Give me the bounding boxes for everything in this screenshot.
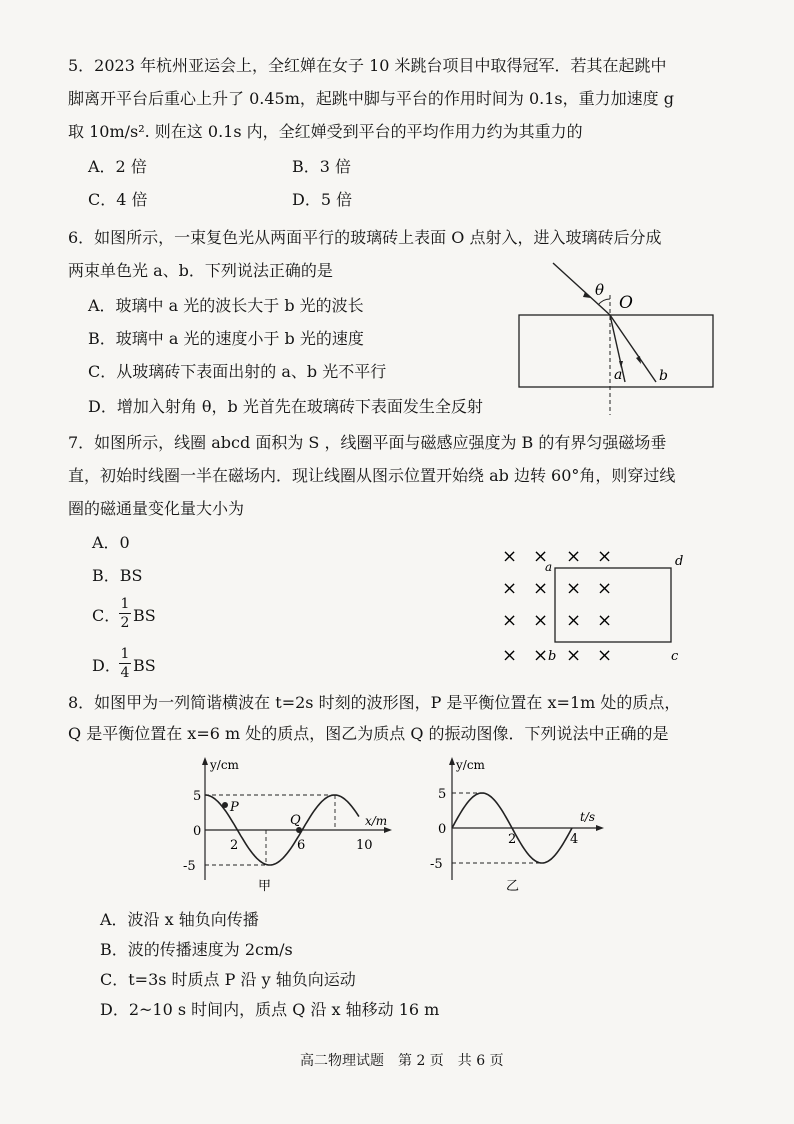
field-cross: × — [597, 610, 613, 631]
q7-option-d-suffix: BS — [133, 656, 156, 675]
field-cross: × — [533, 546, 549, 567]
figure-b-caption: 乙 — [506, 879, 520, 894]
q8-vibration-graph — [430, 755, 610, 895]
q7-option-c-prefix: C． — [92, 606, 121, 625]
q5-option-c: C．4 倍 — [88, 190, 148, 209]
y-tick-0: 0 — [438, 822, 447, 837]
incident-arrow — [583, 292, 591, 298]
field-cross: × — [566, 546, 582, 567]
y-tick-5: 5 — [438, 787, 447, 802]
vertex-c-label: c — [671, 649, 679, 664]
field-cross: × — [566, 645, 582, 666]
q7-coil-figure — [495, 540, 700, 675]
q6-option-d: D．增加入射角 θ，b 光首先在玻璃砖下表面发生全反射 — [88, 397, 483, 416]
q5-option-d: D．5 倍 — [292, 190, 353, 209]
q8-option-c: C．t=3s 时质点 P 沿 y 轴负向运动 — [100, 970, 356, 989]
ray-b-arrow — [636, 356, 641, 364]
figure-a-caption: 甲 — [258, 879, 272, 894]
q7-stem-line1: 7．如图所示，线圈 abcd 面积为 S ，线圈平面与磁感应强度为 B 的有界匀强磁场垂 — [68, 433, 667, 452]
vertex-d-label: d — [675, 554, 684, 569]
q5-stem-line2: 脚离开平台后重心上升了 0.45m，起跳中脚与平台的作用时间为 0.1s，重力加速度 g — [68, 89, 674, 108]
q5-stem-line3: 取 10m/s². 则在这 0.1s 内，全红婵受到平台的平均作用力约为其重力的 — [68, 122, 583, 141]
ray-b-label: b — [659, 368, 668, 384]
q8-option-b: B．波的传播速度为 2cm/s — [100, 940, 293, 959]
q5-option-a: A．2 倍 — [88, 157, 147, 176]
x-tick-10: 10 — [356, 838, 373, 853]
x-tick-2: 2 — [230, 838, 239, 853]
point-o-label: O — [619, 293, 633, 313]
field-cross: × — [533, 645, 549, 666]
q8-stem-line1: 8．如图甲为一列简谐横波在 t=2s 时刻的波形图，P 是平衡位置在 x=1m 处的质点， — [68, 693, 681, 712]
q6-glass-figure — [515, 255, 720, 420]
t-axis-arrow — [596, 825, 604, 831]
t-axis-label: t/s — [580, 810, 596, 824]
field-cross: × — [502, 610, 518, 631]
page-footer: 高二物理试题 第 2 页 共 6 页 — [300, 1053, 504, 1069]
point-p-label: P — [230, 800, 239, 815]
q7-option-c-denominator: 2 — [120, 615, 130, 631]
field-cross: × — [597, 546, 613, 567]
ray-a-label: a — [614, 367, 623, 383]
y-axis-arrow — [449, 757, 455, 765]
y-tick-0: 0 — [193, 824, 202, 839]
q7-option-c-suffix: BS — [133, 606, 156, 625]
q7-option-d-prefix: D． — [92, 656, 121, 675]
q8-wave-graph — [180, 755, 395, 895]
q7-option-c-numerator: 1 — [120, 596, 130, 612]
q7-stem-line3: 圈的磁通量变化量大小为 — [68, 499, 245, 518]
q7-option-d-numerator: 1 — [120, 646, 130, 662]
q6-option-b: B．玻璃中 a 光的速度小于 b 光的速度 — [88, 329, 364, 348]
field-cross: × — [566, 610, 582, 631]
magnetic-field-crosses — [502, 546, 612, 666]
q7-stem-line2: 直，初始时线圈一半在磁场内．现让线圈从图示位置开始绕 ab 边转 60°角，则穿过线 — [68, 466, 676, 485]
field-cross: × — [597, 645, 613, 666]
x-tick-6: 6 — [297, 838, 306, 853]
q7-option-d-denominator: 4 — [120, 665, 130, 681]
vertex-a-label: a — [545, 560, 553, 574]
q8-option-d: D．2~10 s 时间内，质点 Q 沿 x 轴移动 16 m — [100, 1000, 440, 1019]
t-tick-4: 4 — [570, 832, 579, 847]
point-p — [222, 802, 228, 808]
field-cross: × — [502, 546, 518, 567]
q6-option-a: A．玻璃中 a 光的波长大于 b 光的波长 — [88, 296, 364, 315]
q7-option-b: B．BS — [92, 566, 143, 585]
q6-option-c: C．从玻璃砖下表面出射的 a、b 光不平行 — [88, 362, 387, 381]
y-tick-neg5: -5 — [430, 857, 443, 872]
theta-arc — [598, 299, 610, 305]
y-axis-arrow — [202, 757, 208, 765]
field-cross: × — [502, 578, 518, 599]
q8-option-a: A．波沿 x 轴负向传播 — [100, 910, 259, 929]
y-axis-label: y/cm — [456, 758, 485, 772]
t-tick-2: 2 — [508, 832, 517, 847]
theta-label: θ — [595, 281, 605, 299]
field-cross: × — [566, 578, 582, 599]
q5-stem-line1: 5．2023 年杭州亚运会上，全红婵在女子 10 米跳台项目中取得冠军．若其在起跳中 — [68, 56, 667, 75]
q7-option-c-fraction-bar — [119, 613, 131, 614]
point-q-label: Q — [290, 813, 301, 828]
vertex-b-label: b — [548, 649, 557, 664]
x-axis-label: x/m — [365, 814, 388, 828]
q6-stem-line2: 两束单色光 a、b．下列说法正确的是 — [68, 261, 333, 280]
field-cross: × — [533, 578, 549, 599]
q6-stem-line1: 6．如图所示，一束复色光从两面平行的玻璃砖上表面 O 点射入，进入玻璃砖后分成 — [68, 228, 662, 247]
field-cross: × — [597, 578, 613, 599]
q7-option-a: A．0 — [92, 533, 130, 552]
field-cross: × — [533, 610, 549, 631]
y-axis-label: y/cm — [210, 758, 239, 772]
q7-option-d-fraction-bar — [119, 663, 131, 664]
q8-stem-line2: Q 是平衡位置在 x=6 m 处的质点，图乙为质点 Q 的振动图像．下列说法中正确的是 — [68, 724, 669, 743]
q5-option-b: B．3 倍 — [292, 157, 352, 176]
y-tick-neg5: -5 — [183, 859, 196, 874]
field-cross: × — [502, 645, 518, 666]
y-tick-5: 5 — [193, 789, 202, 804]
